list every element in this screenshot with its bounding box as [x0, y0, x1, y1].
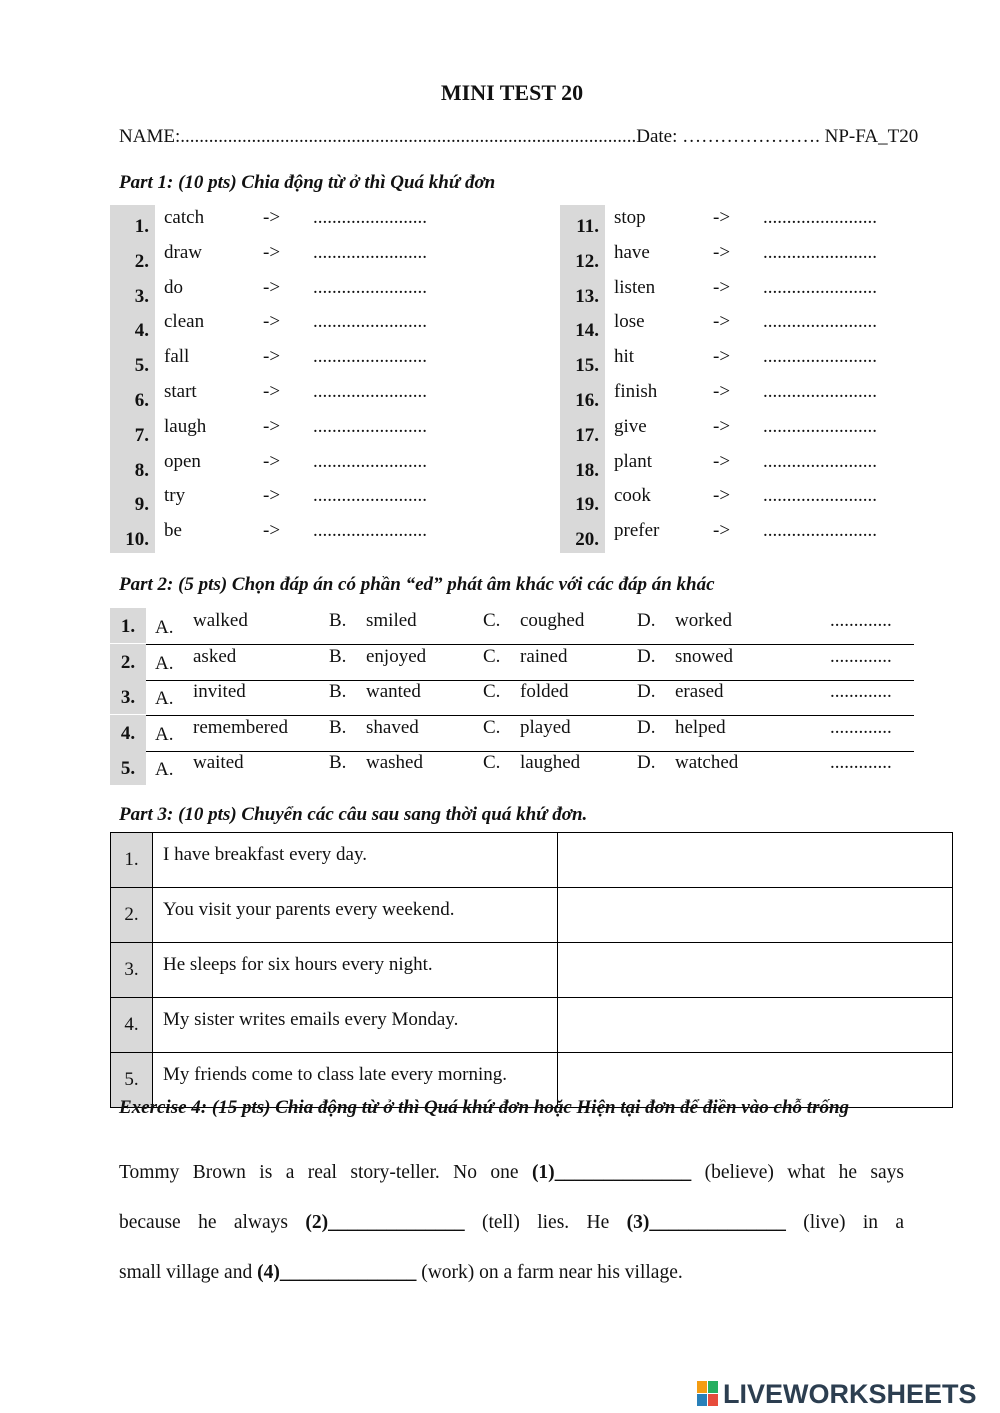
arrow: -> — [713, 346, 731, 368]
text-segment: Tommy Brown is a real story-teller. No one — [119, 1162, 519, 1183]
exercise4-title: Exercise 4: (15 pts) Chia động từ ở thì Quá khứ đơn hoặc Hiện tại đơn để điền vào chỗ trống — [119, 1097, 850, 1118]
row-number: 1. — [111, 833, 153, 888]
arrow: -> — [713, 381, 731, 402]
option-d[interactable]: helped — [675, 716, 726, 738]
part1-item — [110, 483, 510, 518]
blank-1[interactable]: (1)______________ — [531, 1162, 692, 1183]
item-number: 20. — [560, 518, 605, 553]
sentence: My friends come to class late every morning. — [153, 1053, 558, 1108]
option-a[interactable]: remembered — [193, 716, 288, 738]
arrow: -> — [713, 485, 731, 507]
arrow: -> — [263, 311, 281, 333]
question-number: 5. — [110, 750, 146, 785]
option-a[interactable]: waited — [193, 752, 244, 773]
verb: catch — [164, 207, 205, 228]
option-c[interactable]: played — [520, 716, 571, 738]
arrow: -> — [263, 276, 281, 298]
item-number: 9. — [110, 483, 155, 518]
option-label-c: C. — [483, 752, 501, 773]
arrow: -> — [713, 276, 731, 298]
text-segment: (believe) what he says — [704, 1162, 904, 1183]
option-label-b: B. — [329, 752, 347, 773]
row-number: 4. — [111, 998, 153, 1053]
sentence: My sister writes emails every Monday. — [153, 998, 558, 1053]
item-number: 19. — [560, 483, 605, 518]
table-row — [111, 998, 953, 1053]
item-number: 7. — [110, 414, 155, 449]
option-label-d: D. — [637, 716, 656, 738]
arrow: -> — [713, 207, 731, 228]
name-label: NAME: — [119, 126, 181, 147]
part1-item — [110, 240, 510, 275]
answer-blank[interactable]: ........................ — [763, 311, 877, 333]
blank-4[interactable]: (4)______________ — [257, 1262, 417, 1283]
question-number: 4. — [110, 715, 146, 750]
option-label-a: A. — [155, 688, 174, 709]
paragraph-line-3 — [119, 1262, 904, 1284]
option-d[interactable]: snowed — [675, 645, 734, 667]
item-number: 14. — [560, 309, 605, 344]
answer-blank[interactable]: ............. — [830, 681, 892, 702]
verb: do — [164, 276, 183, 298]
answer-blank[interactable]: ........................ — [763, 207, 877, 228]
answer-blank[interactable]: ........................ — [313, 450, 427, 472]
verb: open — [164, 450, 201, 472]
answer-cell[interactable] — [558, 998, 953, 1053]
option-label-c: C. — [483, 645, 501, 667]
option-b[interactable]: shaved — [366, 716, 419, 738]
row-number: 5. — [111, 1053, 153, 1108]
item-number: 3. — [110, 275, 155, 310]
part1-title: Part 1: (10 pts) Chia động từ ở thì Quá khứ đơn — [119, 172, 496, 193]
verb: finish — [614, 381, 658, 402]
verb: start — [164, 381, 197, 402]
header-line — [119, 126, 918, 148]
text-segment: (work) on a farm near his village. — [421, 1262, 683, 1283]
arrow: -> — [713, 311, 731, 333]
row-number: 3. — [111, 943, 153, 998]
item-number: 17. — [560, 414, 605, 449]
option-label-b: B. — [329, 716, 347, 738]
option-label-a: A. — [155, 759, 174, 780]
item-number: 1. — [110, 205, 155, 240]
answer-blank[interactable]: ........................ — [313, 276, 427, 298]
arrow: -> — [263, 415, 281, 437]
answer-blank[interactable]: ............. — [830, 716, 892, 738]
item-number: 2. — [110, 240, 155, 275]
verb: give — [614, 415, 647, 437]
arrow: -> — [263, 207, 281, 228]
item-number: 18. — [560, 449, 605, 484]
verb: lose — [614, 311, 645, 333]
answer-blank[interactable]: ........................ — [313, 241, 427, 263]
answer-blank[interactable]: ........................ — [313, 311, 427, 333]
paragraph-line-2 — [119, 1212, 904, 1234]
verb: prefer — [614, 520, 660, 542]
blank-3[interactable]: (3)______________ — [626, 1212, 786, 1233]
option-a[interactable]: invited — [193, 681, 246, 702]
verb: be — [164, 520, 182, 542]
verb: have — [614, 241, 650, 263]
part1-item — [110, 309, 510, 344]
arrow: -> — [713, 520, 731, 542]
option-label-b: B. — [329, 645, 347, 667]
item-number: 13. — [560, 275, 605, 310]
answer-blank[interactable]: ............. — [830, 610, 892, 631]
part1-item — [560, 414, 960, 449]
part2-title: Part 2: (5 pts) Chọn đáp án có phần “ed” phát âm khác với các đáp án khác — [119, 574, 715, 595]
option-label-c: C. — [483, 610, 501, 631]
item-number: 8. — [110, 449, 155, 484]
answer-blank[interactable]: ........................ — [763, 241, 877, 263]
test-code: . NP-FA_T20 — [815, 126, 919, 147]
option-d[interactable]: watched — [675, 752, 739, 773]
answer-blank[interactable]: ........................ — [313, 485, 427, 507]
answer-blank[interactable]: ........................ — [313, 381, 427, 402]
text-segment: (tell) lies. He — [481, 1212, 610, 1233]
answer-cell[interactable] — [558, 888, 953, 943]
part1-item — [560, 449, 960, 484]
answer-blank[interactable]: ............. — [830, 645, 892, 667]
part1-item — [110, 205, 510, 240]
answer-blank[interactable]: ........................ — [763, 381, 877, 402]
name-field[interactable]: ................................................................................................ — [180, 126, 637, 147]
table-row — [111, 833, 953, 888]
answer-blank[interactable]: ............. — [830, 752, 892, 773]
part1-item — [560, 483, 960, 518]
verb: laugh — [164, 415, 207, 437]
option-label-b: B. — [329, 681, 347, 702]
option-b[interactable]: wanted — [366, 681, 421, 702]
arrow: -> — [713, 450, 731, 472]
item-number: 15. — [560, 344, 605, 379]
part1-item — [110, 379, 510, 414]
part3-title: Part 3: (10 pts) Chuyển các câu sau sang thời quá khứ đơn. — [119, 804, 588, 825]
option-label-d: D. — [637, 610, 656, 631]
sentence: You visit your parents every weekend. — [153, 888, 558, 943]
part1-item — [110, 414, 510, 449]
row-number: 2. — [111, 888, 153, 943]
option-label-a: A. — [155, 652, 174, 674]
option-label-a: A. — [155, 617, 174, 638]
date-field[interactable]: ………………… — [682, 126, 816, 147]
part1-item — [560, 518, 960, 553]
answer-blank[interactable]: ........................ — [763, 276, 877, 298]
page-title: MINI TEST 20 — [440, 80, 584, 105]
arrow: -> — [713, 415, 731, 437]
item-number: 6. — [110, 379, 155, 414]
option-c[interactable]: laughed — [520, 752, 581, 773]
part1-item — [560, 379, 960, 414]
date-label: Date: — [636, 126, 678, 147]
verb: listen — [614, 276, 656, 298]
option-label-c: C. — [483, 681, 501, 702]
arrow: -> — [263, 241, 281, 263]
answer-blank[interactable]: ........................ — [763, 346, 877, 368]
option-c[interactable]: folded — [520, 681, 569, 702]
liveworksheets-logo — [697, 1375, 977, 1413]
answer-blank[interactable]: ........................ — [313, 520, 427, 542]
question-row — [110, 715, 914, 752]
table-row — [111, 888, 953, 943]
verb: clean — [164, 311, 205, 333]
question-row — [110, 679, 914, 716]
option-c[interactable]: coughed — [520, 610, 585, 631]
option-a[interactable]: walked — [193, 610, 248, 631]
arrow: -> — [263, 346, 281, 368]
answer-cell[interactable] — [558, 833, 953, 888]
arrow: -> — [263, 520, 281, 542]
arrow: -> — [713, 241, 731, 263]
answer-blank[interactable]: ........................ — [313, 207, 427, 228]
option-label-c: C. — [483, 716, 501, 738]
option-b[interactable]: washed — [366, 752, 423, 773]
question-number: 1. — [110, 608, 146, 643]
part1-item — [560, 309, 960, 344]
verb: plant — [614, 450, 652, 472]
item-number: 12. — [560, 240, 605, 275]
answer-blank[interactable]: ........................ — [763, 520, 877, 542]
item-number: 10. — [110, 518, 155, 553]
part3-table — [110, 832, 953, 1108]
verb: try — [164, 485, 186, 507]
verb: hit — [614, 346, 635, 368]
option-d[interactable]: worked — [675, 610, 732, 631]
option-b[interactable]: smiled — [366, 610, 417, 631]
option-label-b: B. — [329, 610, 347, 631]
logo-icon — [697, 1381, 719, 1407]
item-number: 4. — [110, 309, 155, 344]
question-number: 3. — [110, 679, 146, 714]
arrow: -> — [263, 381, 281, 402]
verb: cook — [614, 485, 651, 507]
option-d[interactable]: erased — [675, 681, 724, 702]
text-segment: small village and — [119, 1262, 253, 1283]
option-c[interactable]: rained — [520, 645, 568, 667]
item-number: 5. — [110, 344, 155, 379]
answer-blank[interactable]: ........................ — [763, 450, 877, 472]
verb: fall — [164, 346, 190, 368]
answer-blank[interactable]: ........................ — [763, 485, 877, 507]
question-row — [110, 608, 914, 645]
part1-item — [110, 518, 510, 553]
option-label-d: D. — [637, 752, 656, 773]
verb: stop — [614, 207, 646, 228]
option-label-d: D. — [637, 645, 656, 667]
part1-item — [560, 205, 960, 240]
arrow: -> — [263, 450, 281, 472]
answer-blank[interactable]: ........................ — [763, 415, 877, 437]
question-row — [110, 750, 914, 786]
item-number: 11. — [560, 205, 605, 240]
blank-2[interactable]: (2)______________ — [305, 1212, 465, 1233]
item-number: 16. — [560, 379, 605, 414]
part1-item — [110, 275, 510, 310]
part1-item — [110, 344, 510, 379]
answer-blank[interactable]: ........................ — [313, 415, 427, 437]
part1-item — [110, 449, 510, 484]
table-row — [111, 943, 953, 998]
part1-item — [560, 344, 960, 379]
paragraph-line-1 — [119, 1162, 904, 1184]
answer-cell[interactable] — [558, 943, 953, 998]
option-a[interactable]: asked — [193, 645, 237, 667]
answer-blank[interactable]: ........................ — [313, 346, 427, 368]
part1-item — [560, 240, 960, 275]
arrow: -> — [263, 485, 281, 507]
text-segment: because he always — [119, 1212, 288, 1233]
sentence: I have breakfast every day. — [153, 833, 558, 888]
text-segment: (live) in a — [803, 1212, 905, 1233]
logo-text: LIVEWORKSHEETS — [723, 1378, 977, 1409]
option-label-a: A. — [155, 723, 174, 745]
option-label-d: D. — [637, 681, 656, 702]
question-row — [110, 644, 914, 681]
question-number: 2. — [110, 644, 146, 679]
sentence: He sleeps for six hours every night. — [153, 943, 558, 998]
part1-item — [560, 275, 960, 310]
option-b[interactable]: enjoyed — [366, 645, 427, 667]
verb: draw — [164, 241, 202, 263]
